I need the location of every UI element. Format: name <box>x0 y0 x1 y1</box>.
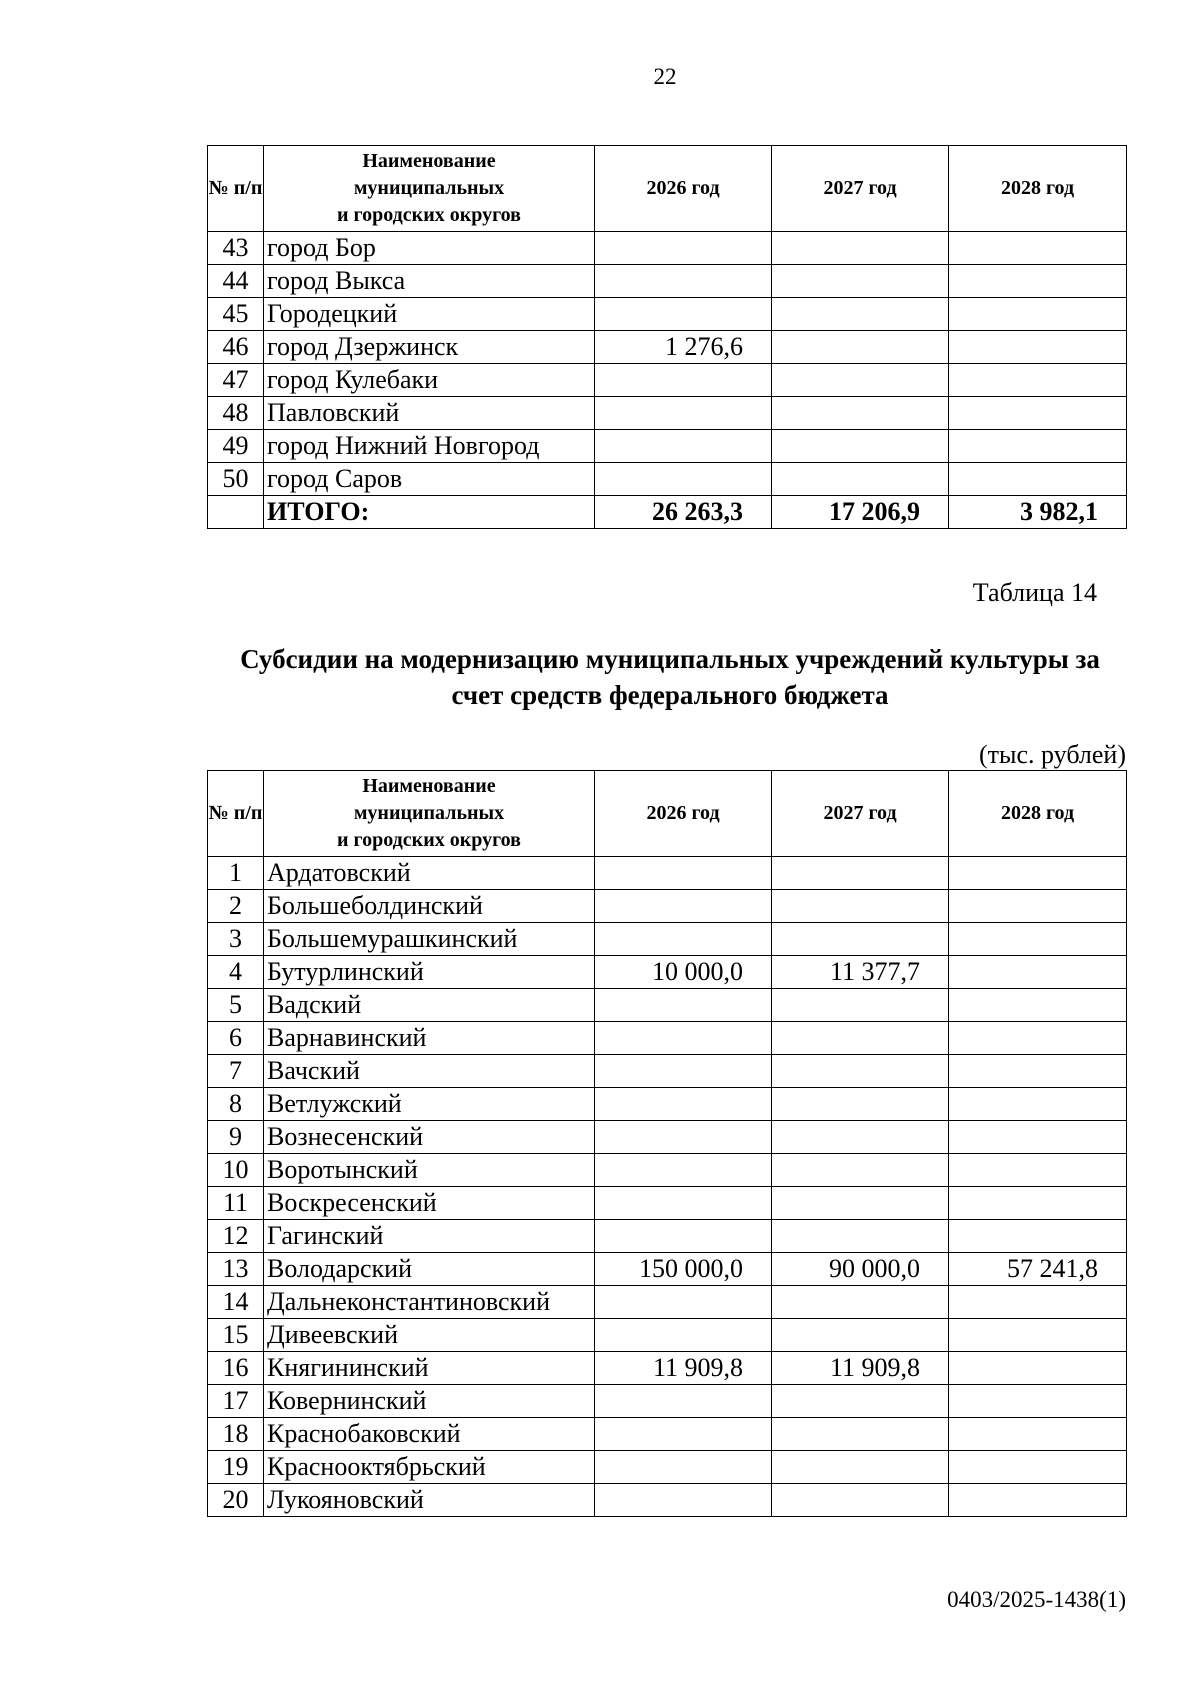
units-label: (тыс. рублей) <box>978 740 1126 769</box>
table-label: Таблица 14 <box>972 578 1097 607</box>
row-number: 16 <box>208 1352 264 1385</box>
value-2027 <box>772 1187 949 1220</box>
municipality-name: Ковернинский <box>264 1385 595 1418</box>
value-2028 <box>949 397 1127 430</box>
total-2028: 3 982,1 <box>949 496 1127 529</box>
table-title <box>200 641 1140 713</box>
table-row <box>208 463 1127 496</box>
value-2026 <box>595 1286 772 1319</box>
table-row <box>208 1319 1127 1352</box>
municipality-name: город Кулебаки <box>264 364 595 397</box>
table-row <box>208 989 1127 1022</box>
value-2027 <box>772 331 949 364</box>
municipality-name: Вадский <box>264 989 595 1022</box>
municipality-name: Воротынский <box>264 1154 595 1187</box>
row-number: 8 <box>208 1088 264 1121</box>
municipality-name: Бутурлинский <box>264 956 595 989</box>
value-2027 <box>772 397 949 430</box>
table-title-line: счет средств федерального бюджета <box>451 680 889 710</box>
value-2028 <box>949 1022 1127 1055</box>
row-number: 17 <box>208 1385 264 1418</box>
municipality-name: Большеболдинский <box>264 890 595 923</box>
value-2028 <box>949 1286 1127 1319</box>
row-number: 15 <box>208 1319 264 1352</box>
column-header-name-line: и городских округов <box>337 829 521 851</box>
table-row <box>208 1253 1127 1286</box>
value-2026 <box>595 1418 772 1451</box>
value-2028 <box>949 1088 1127 1121</box>
row-number: 2 <box>208 890 264 923</box>
value-2027 <box>772 1220 949 1253</box>
column-header-num: № п/п <box>208 146 264 232</box>
value-2028 <box>949 1385 1127 1418</box>
value-2026 <box>595 1451 772 1484</box>
value-2026 <box>595 430 772 463</box>
municipality-name: город Саров <box>264 463 595 496</box>
value-2028 <box>949 857 1127 890</box>
row-number: 7 <box>208 1055 264 1088</box>
table-row <box>208 1022 1127 1055</box>
table-row <box>208 1385 1127 1418</box>
table-row <box>208 923 1127 956</box>
table-row <box>208 1286 1127 1319</box>
value-2026: 1 276,6 <box>595 331 772 364</box>
column-header-2028: 2028 год <box>949 771 1127 857</box>
value-2026 <box>595 1484 772 1517</box>
municipality-name: Гагинский <box>264 1220 595 1253</box>
value-2027 <box>772 1418 949 1451</box>
table-header-row <box>208 771 1127 857</box>
value-2027: 11 909,8 <box>772 1352 949 1385</box>
table-row <box>208 298 1127 331</box>
value-2026 <box>595 1154 772 1187</box>
row-number: 44 <box>208 265 264 298</box>
value-2026 <box>595 989 772 1022</box>
value-2027 <box>772 1385 949 1418</box>
municipality-name: Варнавинский <box>264 1022 595 1055</box>
row-number: 46 <box>208 331 264 364</box>
column-header-2027: 2027 год <box>772 771 949 857</box>
column-header-name <box>264 146 595 232</box>
municipality-name: Краснобаковский <box>264 1418 595 1451</box>
value-2028 <box>949 1220 1127 1253</box>
value-2026 <box>595 1121 772 1154</box>
total-2027: 17 206,9 <box>772 496 949 529</box>
value-2027 <box>772 1088 949 1121</box>
municipality-name: Володарский <box>264 1253 595 1286</box>
value-2026: 11 909,8 <box>595 1352 772 1385</box>
row-number: 9 <box>208 1121 264 1154</box>
value-2028 <box>949 232 1127 265</box>
value-2028 <box>949 463 1127 496</box>
municipality-name: Павловский <box>264 397 595 430</box>
value-2027 <box>772 430 949 463</box>
row-number: 11 <box>208 1187 264 1220</box>
column-header-name-line: муниципальных <box>353 177 505 199</box>
value-2028 <box>949 1187 1127 1220</box>
row-number <box>208 496 264 529</box>
municipality-name: город Выкса <box>264 265 595 298</box>
value-2026 <box>595 1319 772 1352</box>
municipality-name: Городецкий <box>264 298 595 331</box>
value-2026 <box>595 265 772 298</box>
value-2027 <box>772 923 949 956</box>
table-row <box>208 265 1127 298</box>
municipality-name: город Нижний Новгород <box>264 430 595 463</box>
row-number: 43 <box>208 232 264 265</box>
total-row <box>208 496 1127 529</box>
value-2028 <box>949 890 1127 923</box>
row-number: 48 <box>208 397 264 430</box>
column-header-name-line: муниципальных <box>353 802 505 824</box>
value-2028 <box>949 989 1127 1022</box>
value-2027: 90 000,0 <box>772 1253 949 1286</box>
row-number: 3 <box>208 923 264 956</box>
value-2026 <box>595 463 772 496</box>
row-number: 20 <box>208 1484 264 1517</box>
table-row <box>208 397 1127 430</box>
row-number: 14 <box>208 1286 264 1319</box>
row-number: 18 <box>208 1418 264 1451</box>
table-row <box>208 232 1127 265</box>
column-header-2028: 2028 год <box>949 146 1127 232</box>
table-row <box>208 1418 1127 1451</box>
table-row <box>208 1352 1127 1385</box>
row-number: 13 <box>208 1253 264 1286</box>
value-2028 <box>949 1121 1127 1154</box>
value-2026 <box>595 364 772 397</box>
municipality-name: Дивеевский <box>264 1319 595 1352</box>
table-row <box>208 857 1127 890</box>
row-number: 19 <box>208 1451 264 1484</box>
value-2026 <box>595 923 772 956</box>
value-2027 <box>772 857 949 890</box>
row-number: 10 <box>208 1154 264 1187</box>
value-2028 <box>949 265 1127 298</box>
column-header-2026: 2026 год <box>595 146 772 232</box>
table-row <box>208 1088 1127 1121</box>
table-row <box>208 1187 1127 1220</box>
value-2026 <box>595 1220 772 1253</box>
value-2027 <box>772 1154 949 1187</box>
value-2027 <box>772 298 949 331</box>
municipality-name: Лукояновский <box>264 1484 595 1517</box>
value-2028 <box>949 1484 1127 1517</box>
value-2028 <box>949 956 1127 989</box>
table-title-line: Субсидии на модернизацию муниципальных учреждений культуры за <box>240 644 1100 674</box>
table-row <box>208 1055 1127 1088</box>
value-2027 <box>772 232 949 265</box>
value-2027 <box>772 1286 949 1319</box>
table-row <box>208 890 1127 923</box>
value-2026: 150 000,0 <box>595 1253 772 1286</box>
municipality-name: Краснооктябрьский <box>264 1451 595 1484</box>
row-number: 4 <box>208 956 264 989</box>
municipality-name: Вачский <box>264 1055 595 1088</box>
value-2027 <box>772 1121 949 1154</box>
municipality-name: Воскресенский <box>264 1187 595 1220</box>
value-2027 <box>772 1319 949 1352</box>
value-2028 <box>949 1352 1127 1385</box>
value-2027 <box>772 989 949 1022</box>
value-2026 <box>595 397 772 430</box>
table-row <box>208 956 1127 989</box>
value-2028 <box>949 364 1127 397</box>
value-2028 <box>949 1319 1127 1352</box>
row-number: 50 <box>208 463 264 496</box>
value-2026 <box>595 1385 772 1418</box>
municipality-name: Дальнеконстантиновский <box>264 1286 595 1319</box>
table-row <box>208 1154 1127 1187</box>
row-number: 49 <box>208 430 264 463</box>
value-2028 <box>949 1055 1127 1088</box>
value-2027 <box>772 463 949 496</box>
value-2028 <box>949 298 1127 331</box>
value-2027 <box>772 1022 949 1055</box>
value-2026 <box>595 1088 772 1121</box>
row-number: 5 <box>208 989 264 1022</box>
table-row <box>208 430 1127 463</box>
column-header-name-line: Наименование <box>362 150 496 172</box>
value-2026: 10 000,0 <box>595 956 772 989</box>
subsidies-table <box>207 770 1127 1517</box>
value-2028 <box>949 1154 1127 1187</box>
value-2027 <box>772 1055 949 1088</box>
row-number: 47 <box>208 364 264 397</box>
value-2027 <box>772 265 949 298</box>
value-2026 <box>595 232 772 265</box>
value-2026 <box>595 1022 772 1055</box>
column-header-name-line: и городских округов <box>337 204 521 226</box>
municipality-name: Княгининский <box>264 1352 595 1385</box>
municipality-name: Большемурашкинский <box>264 923 595 956</box>
table-row <box>208 1121 1127 1154</box>
column-header-2026: 2026 год <box>595 771 772 857</box>
value-2028 <box>949 923 1127 956</box>
value-2026 <box>595 1187 772 1220</box>
column-header-name <box>264 771 595 857</box>
value-2026 <box>595 857 772 890</box>
table-header-row <box>208 146 1127 232</box>
page-number: 22 <box>653 64 677 89</box>
budget-table-continued <box>207 145 1127 529</box>
municipality-name: Ардатовский <box>264 857 595 890</box>
row-number: 45 <box>208 298 264 331</box>
municipality-name: город Дзержинск <box>264 331 595 364</box>
value-2028 <box>949 331 1127 364</box>
value-2027 <box>772 364 949 397</box>
municipality-name: Ветлужский <box>264 1088 595 1121</box>
value-2028: 57 241,8 <box>949 1253 1127 1286</box>
municipality-name: Вознесенский <box>264 1121 595 1154</box>
column-header-num: № п/п <box>208 771 264 857</box>
value-2026 <box>595 1055 772 1088</box>
table-row <box>208 1484 1127 1517</box>
column-header-2027: 2027 год <box>772 146 949 232</box>
value-2026 <box>595 890 772 923</box>
value-2027 <box>772 890 949 923</box>
value-2028 <box>949 1418 1127 1451</box>
total-label: ИТОГО: <box>264 496 595 529</box>
table-row <box>208 364 1127 397</box>
table-row <box>208 331 1127 364</box>
value-2028 <box>949 1451 1127 1484</box>
document-code: 0403/2025-1438(1) <box>947 1587 1126 1612</box>
column-header-name-line: Наименование <box>362 775 496 797</box>
value-2028 <box>949 430 1127 463</box>
value-2027 <box>772 1451 949 1484</box>
value-2026 <box>595 298 772 331</box>
row-number: 6 <box>208 1022 264 1055</box>
value-2027 <box>772 1484 949 1517</box>
table-row <box>208 1451 1127 1484</box>
table-row <box>208 1220 1127 1253</box>
value-2027: 11 377,7 <box>772 956 949 989</box>
municipality-name: город Бор <box>264 232 595 265</box>
total-2026: 26 263,3 <box>595 496 772 529</box>
row-number: 12 <box>208 1220 264 1253</box>
row-number: 1 <box>208 857 264 890</box>
